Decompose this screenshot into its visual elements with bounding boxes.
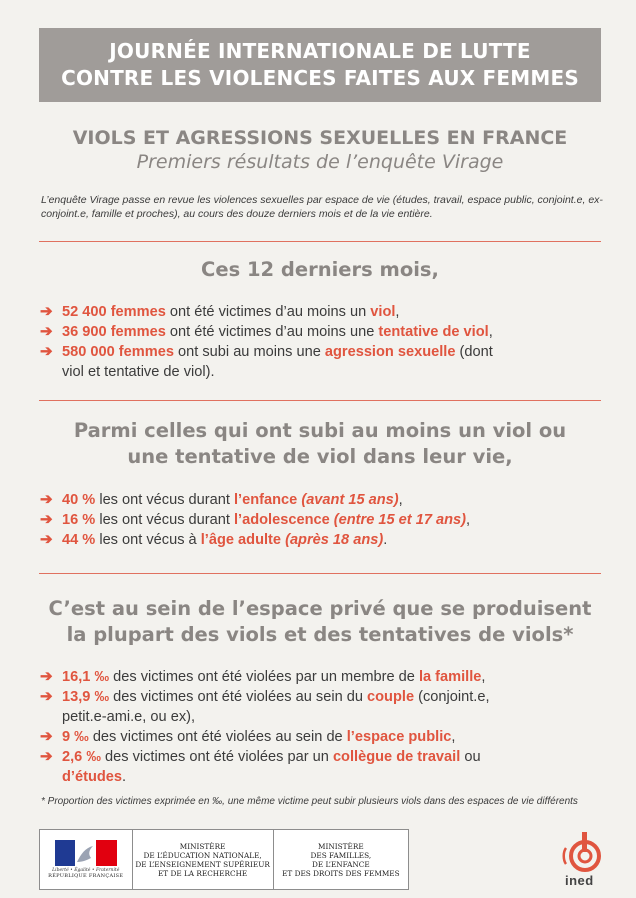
footnote: * Proportion des victimes exprimée en ‰, une même victime peut subir plusieurs viols dans des espaces de vie différents bbox=[41, 796, 578, 807]
title-banner bbox=[39, 28, 601, 102]
document-subtitle bbox=[39, 126, 601, 174]
list-item: ➔ 16,1 ‰ des victimes ont été violées par un membre de la famille, bbox=[40, 668, 486, 685]
subtitle-main: VIOLS ET AGRESSIONS SEXUELLES EN FRANCE bbox=[72, 127, 568, 149]
subtitle-italic: Premiers résultats de l’enquête Virage bbox=[136, 151, 504, 173]
ministry-families-logo: MINISTÈRE DES FAMILLES, DE L’ENFANCE ET DES DROITS DES FEMMES bbox=[282, 841, 400, 878]
divider-2 bbox=[39, 400, 601, 401]
banner-line-2: CONTRE LES VIOLENCES FAITES AUX FEMMES bbox=[61, 66, 579, 90]
list-item: ➔ 9 ‰ des victimes ont été violées au sein de l’espace public, bbox=[40, 728, 456, 745]
arrow-right-icon: ➔ bbox=[40, 323, 53, 340]
list-item: ➔ 52 400 femmes ont été victimes d’au moins un viol, bbox=[40, 303, 400, 320]
section2-heading: Parmi celles qui ont subi au moins un viol ou une tentative de viol dans leur vie, bbox=[73, 419, 567, 468]
arrow-right-icon: ➔ bbox=[40, 748, 53, 765]
ined-wordmark: ined bbox=[565, 873, 594, 888]
list-item: ➔ 44 % les ont vécus à l’âge adulte (après 18 ans). bbox=[40, 531, 388, 548]
list-item: ➔ 16 % les ont vécus durant l’adolescence (entre 15 et 17 ans), bbox=[40, 511, 471, 528]
arrow-right-icon: ➔ bbox=[40, 688, 53, 705]
section3-heading: C’est au sein de l’espace privé que se produisent la plupart des viols et des tentatives de viols* bbox=[48, 597, 592, 646]
section2-list bbox=[40, 490, 605, 550]
list-item: ➔ 2,6 ‰ des victimes ont été violées par un collègue de travail ou d’études. bbox=[40, 748, 481, 785]
arrow-right-icon: ➔ bbox=[40, 303, 53, 320]
list-item: ➔ 13,9 ‰ des victimes ont été violées au sein du couple (conjoint.e, petit.e-ami.e, ou ex), bbox=[40, 688, 490, 725]
arrow-right-icon: ➔ bbox=[40, 343, 53, 360]
list-item: ➔ 580 000 femmes ont subi au moins une agression sexuelle (dont viol et tentative de viol). bbox=[40, 343, 493, 380]
rf-motto: Liberté • Égalité • Fraternité bbox=[52, 868, 120, 873]
ministry-education-logo: MINISTÈRE DE L’ÉDUCATION NATIONALE, DE L’ENSEIGNEMENT SUPÉRIEUR ET DE LA RECHERCHE bbox=[133, 830, 274, 889]
arrow-right-icon: ➔ bbox=[40, 728, 53, 745]
list-item: ➔ 36 900 femmes ont été victimes d’au moins une tentative de viol, bbox=[40, 323, 493, 340]
section3-list bbox=[40, 667, 605, 787]
republique-francaise-logo bbox=[40, 830, 133, 889]
arrow-right-icon: ➔ bbox=[40, 531, 53, 548]
section1-list bbox=[40, 302, 605, 382]
arrow-right-icon: ➔ bbox=[40, 511, 53, 528]
arrow-right-icon: ➔ bbox=[40, 668, 53, 685]
partner-logos bbox=[39, 829, 409, 890]
section1-heading: Ces 12 derniers mois, bbox=[201, 258, 439, 281]
divider-3 bbox=[39, 573, 601, 574]
arrow-right-icon: ➔ bbox=[40, 491, 53, 508]
banner-line-1: JOURNÉE INTERNATIONALE DE LUTTE bbox=[109, 39, 531, 63]
marianne-flag-icon bbox=[55, 840, 117, 866]
intro-text: L’enquête Virage passe en revue les violences sexuelles par espace de vie (études, travail, espace public, conjoint.e, ex-conjoint.e, famille et proches), au cours des douze derniers mois et de la vie entière. bbox=[41, 194, 603, 220]
rf-name: RÉPUBLIQUE FRANÇAISE bbox=[48, 873, 124, 879]
list-item: ➔ 40 % les ont vécus durant l’enfance (avant 15 ans), bbox=[40, 491, 403, 508]
divider-1 bbox=[39, 241, 601, 242]
